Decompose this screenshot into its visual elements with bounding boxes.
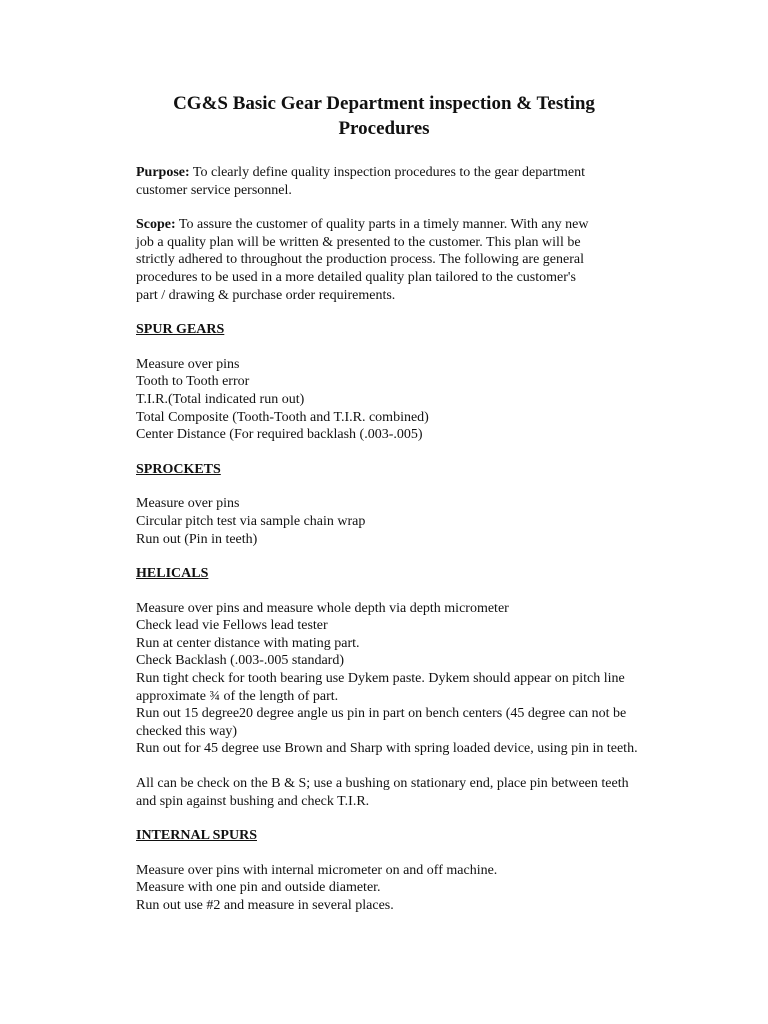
list-item: Run out 15 degree20 degree angle us pin in part on bench centers (45 degree can not be xyxy=(136,706,627,722)
helicals-note xyxy=(136,775,636,810)
list-item: Measure over pins xyxy=(136,356,240,372)
list-item: Run tight check for tooth bearing use Dykem paste. Dykem should appear on pitch line xyxy=(136,671,625,687)
purpose-text-2: customer service personnel. xyxy=(136,182,292,198)
spur-gears-list xyxy=(136,356,636,444)
list-item: Circular pitch test via sample chain wrap xyxy=(136,513,366,529)
helicals-list xyxy=(136,600,636,758)
sprockets-heading: SPROCKETS xyxy=(136,461,221,477)
title-line-2: Procedures xyxy=(338,118,430,139)
list-item: Run out for 45 degree use Brown and Sharp with spring loaded device, using pin in teeth. xyxy=(136,741,638,757)
list-item: Measure over pins xyxy=(136,496,240,512)
internal-spurs-heading: INTERNAL SPURS xyxy=(136,828,257,844)
purpose-label: Purpose: xyxy=(136,165,190,180)
scope-line: To assure the customer of quality parts in a timely manner. With any new xyxy=(175,217,589,233)
scope-line: procedures to be used in a more detailed quality plan tailored to the customer's xyxy=(136,269,576,285)
list-item: Run out use #2 and measure in several places. xyxy=(136,898,394,913)
list-item: T.I.R.(Total indicated run out) xyxy=(136,391,305,407)
scope-label: Scope: xyxy=(136,217,176,233)
purpose-text-1: To clearly define quality inspection procedures to the gear department xyxy=(189,165,585,180)
purpose-paragraph xyxy=(136,164,636,199)
list-item: checked this way) xyxy=(136,723,238,739)
scope-line: job a quality plan will be written & presented to the customer. This plan will be xyxy=(136,234,581,250)
list-item: approximate ¾ of the length of part. xyxy=(136,688,339,704)
list-item: Measure with one pin and outside diameter. xyxy=(136,880,381,896)
helicals-heading: HELICALS xyxy=(136,566,209,582)
list-item: Measure over pins with internal micrometer on and off machine. xyxy=(136,862,498,878)
scope-line: part / drawing & purchase order requirements. xyxy=(136,287,396,303)
list-item: Run out (Pin in teeth) xyxy=(136,531,258,547)
sprockets-list xyxy=(136,495,636,548)
list-item: Total Composite (Tooth-Tooth and T.I.R. combined) xyxy=(136,409,429,425)
list-item: Tooth to Tooth error xyxy=(136,374,250,390)
note-line: All can be check on the B & S; use a bushing on stationary end, place pin between teeth xyxy=(136,776,629,792)
internal-spurs-list xyxy=(136,862,636,915)
spur-gears-heading: SPUR GEARS xyxy=(136,322,225,338)
list-item: Check lead vie Fellows lead tester xyxy=(136,618,328,634)
note-line: and spin against bushing and check T.I.R. xyxy=(136,793,370,809)
list-item: Run at center distance with mating part. xyxy=(136,635,360,651)
scope-line: strictly adhered to throughout the production process. The following are general xyxy=(136,252,584,268)
document-title xyxy=(120,91,648,141)
scope-paragraph xyxy=(136,216,636,304)
list-item: Center Distance (For required backlash (.003-.005) xyxy=(136,427,423,443)
title-line-1: CG&S Basic Gear Department inspection & Testing xyxy=(173,93,595,114)
list-item: Measure over pins and measure whole depth via depth micrometer xyxy=(136,600,509,616)
list-item: Check Backlash (.003-.005 standard) xyxy=(136,653,344,669)
document-body xyxy=(136,164,636,932)
